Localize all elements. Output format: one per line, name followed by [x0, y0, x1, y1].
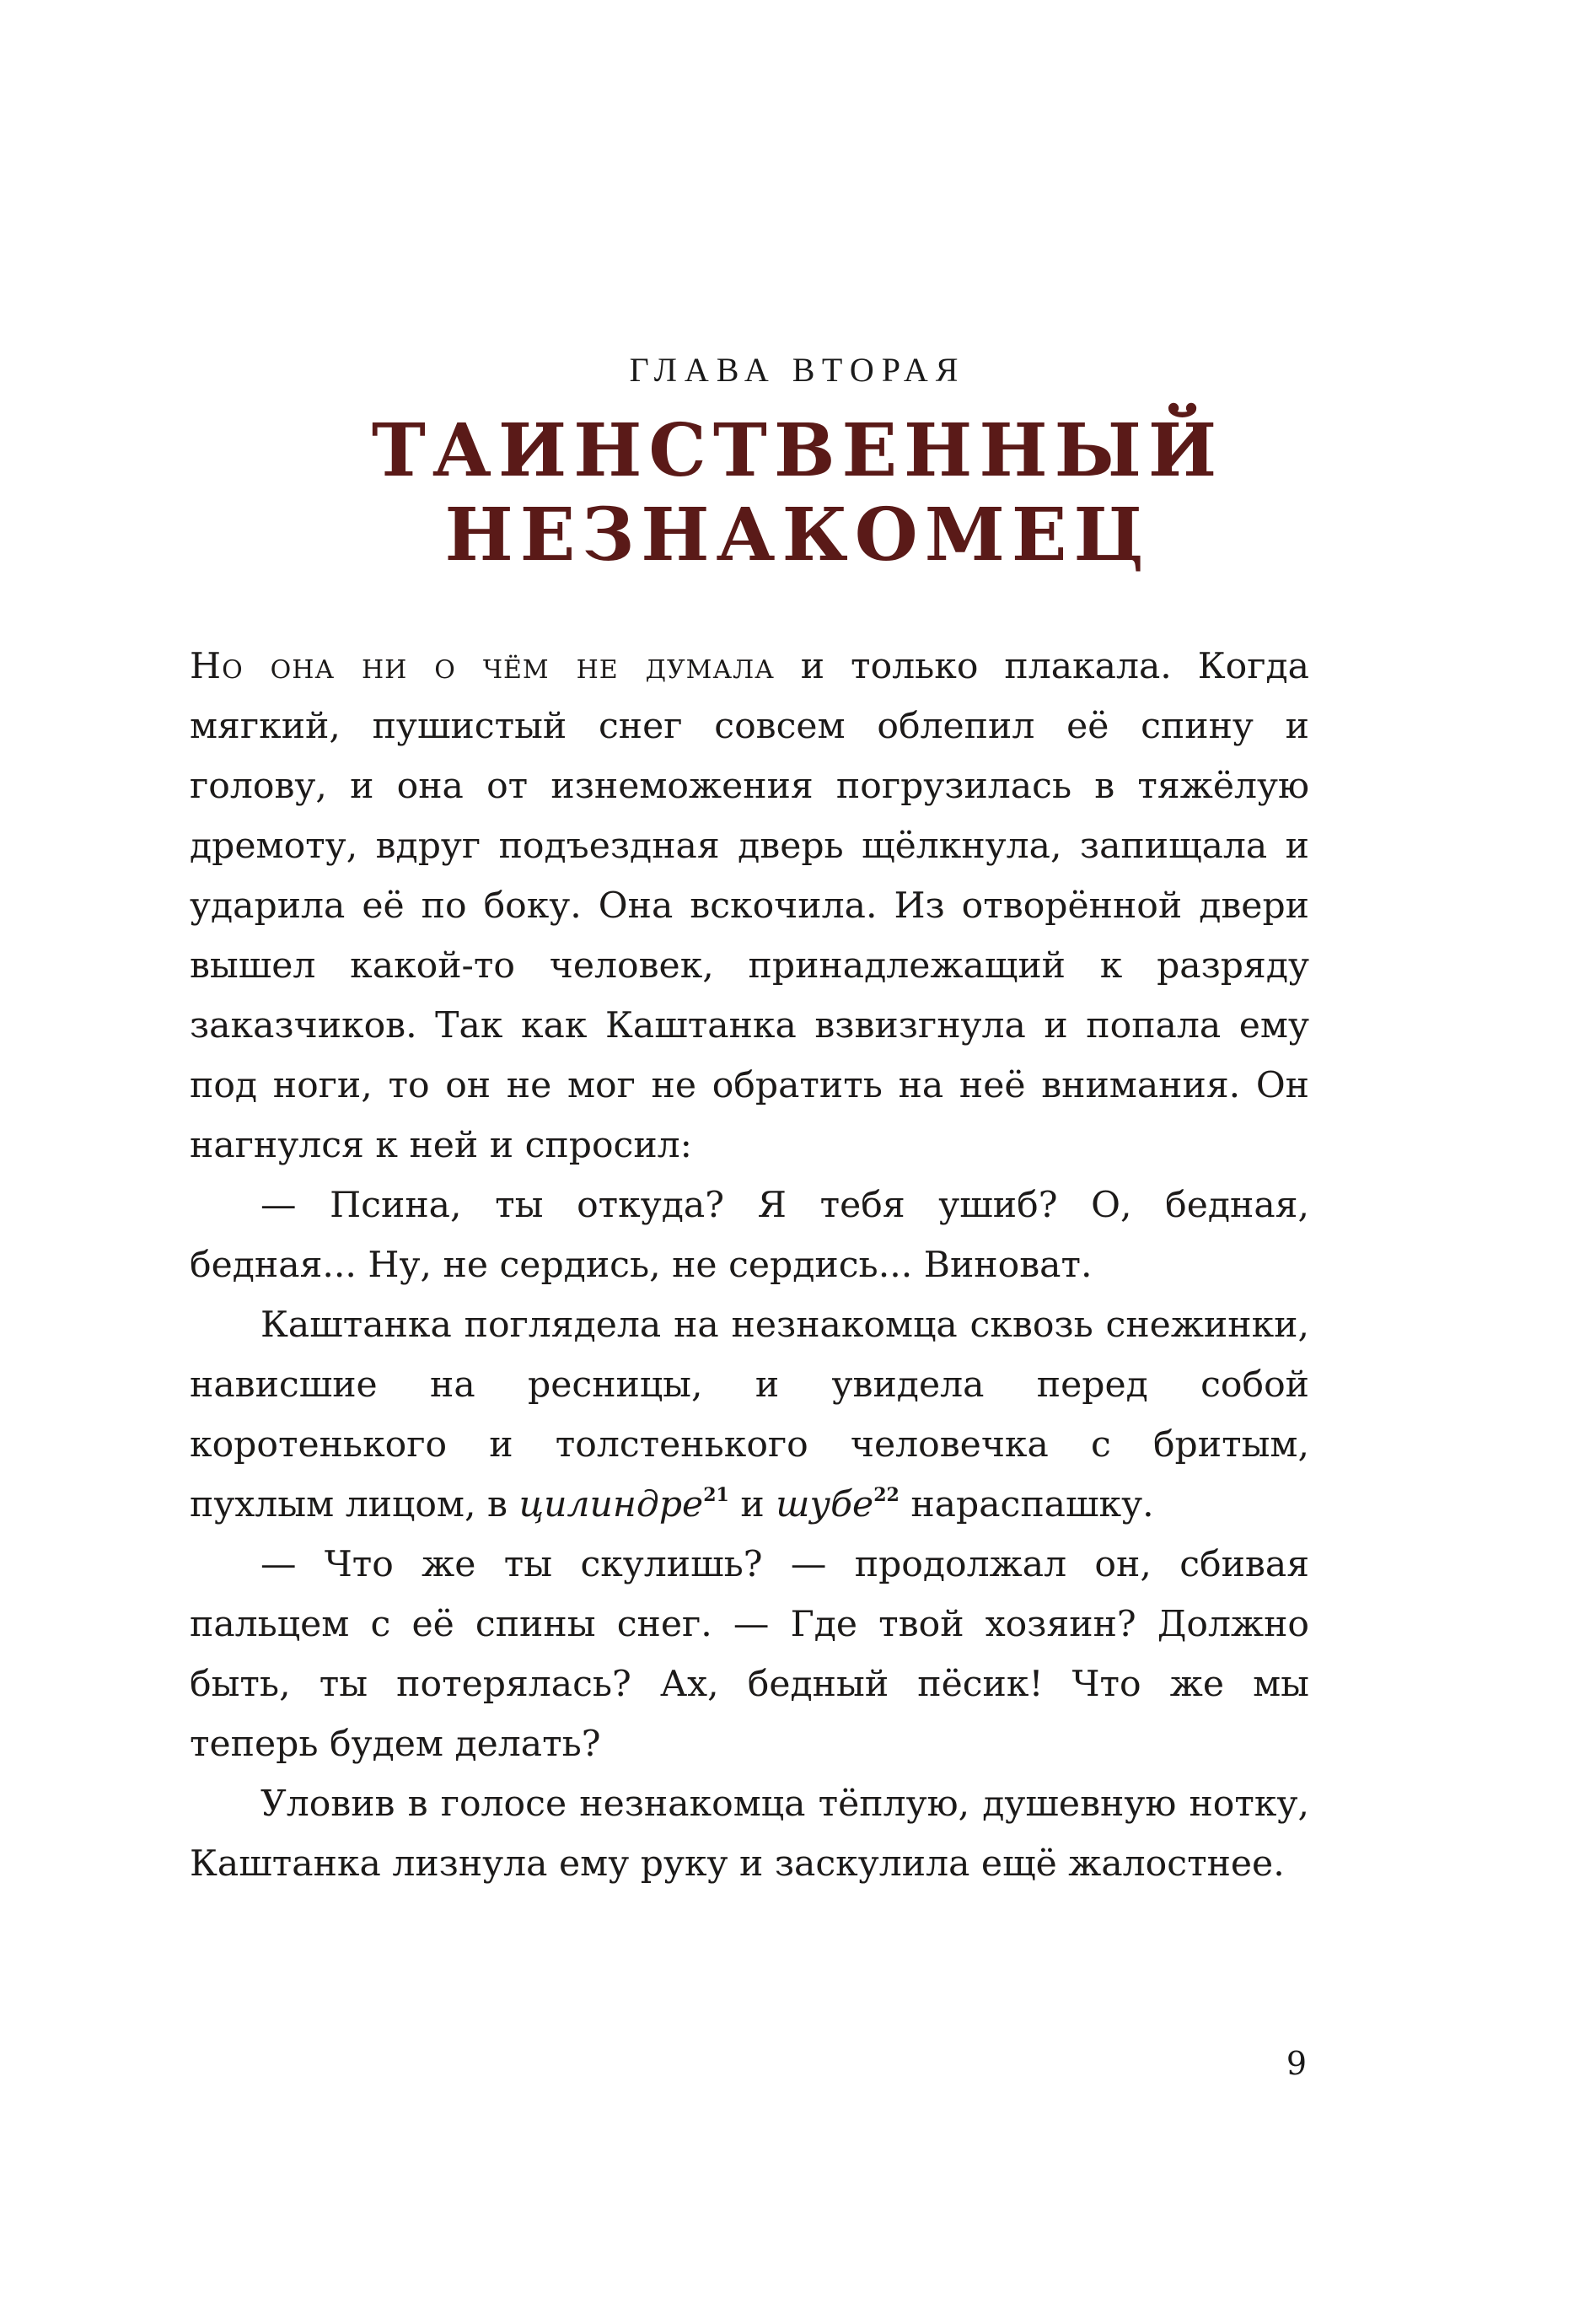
paragraph-lead-in: Но она ни о чём не думала	[190, 646, 775, 687]
chapter-title-line-1: ТАИНСТВЕННЫЙ	[371, 408, 1224, 493]
paragraph-3-text-b: и	[728, 1484, 776, 1525]
paragraph-1	[190, 637, 1309, 1175]
paragraph-4: — Что же ты скулишь? — продолжал он, сбивая пальцем с её спины снег. — Где твой хозяин? Должно быть, ты потерялась? Ах, бедный пёсик! Что же мы теперь будем делать?	[190, 1544, 1309, 1765]
paragraph-3-text-c: нараспашку.	[899, 1484, 1154, 1525]
paragraph-1-text: и только плакала. Когда мягкий, пушистый снег совсем облепил её спину и голову, и она от изнеможения погрузилась в тяжёлую дремоту, вдруг подъездная дверь щёлкнула, запищала и ударила её по боку. Она вскочила. Из отворённой двери вышел какой-то человек, принадлежащий к разряду заказчиков. Так как Каштанка взвизгнула и попала ему под ноги, то он не мог не обратить на неё внимания. Он нагнулся к ней и спросил:	[190, 646, 1309, 1166]
chapter-title-line-2: НЕЗНАКОМЕЦ	[444, 492, 1151, 578]
term-cylinder: цилиндре	[518, 1484, 704, 1525]
paragraph-3	[190, 1295, 1309, 1535]
chapter-title	[0, 409, 1595, 578]
footnote-ref-22: 22	[873, 1484, 900, 1506]
term-fur-coat: шубе	[776, 1484, 874, 1525]
body-text	[190, 637, 1309, 1894]
paragraph-3-text-a: Каштанка поглядела на незнакомца сквозь снежинки, нависшие на ресницы, и увидела перед собой коротенького и толстенького человечка с бритым, пухлым лицом, в	[190, 1305, 1309, 1525]
paragraph-2: — Псина, ты откуда? Я тебя ушиб? О, бедная, бедная... Ну, не сердись, не сердись... Виноват.	[190, 1185, 1309, 1286]
chapter-label: ГЛАВА ВТОРАЯ	[629, 351, 966, 389]
paragraph-5: Уловив в голосе незнакомца тёплую, душевную нотку, Каштанка лизнула ему руку и заскулила ещё жалостнее.	[190, 1783, 1309, 1885]
page-number: 9	[1286, 2045, 1307, 2082]
footnote-ref-21: 21	[703, 1484, 729, 1506]
